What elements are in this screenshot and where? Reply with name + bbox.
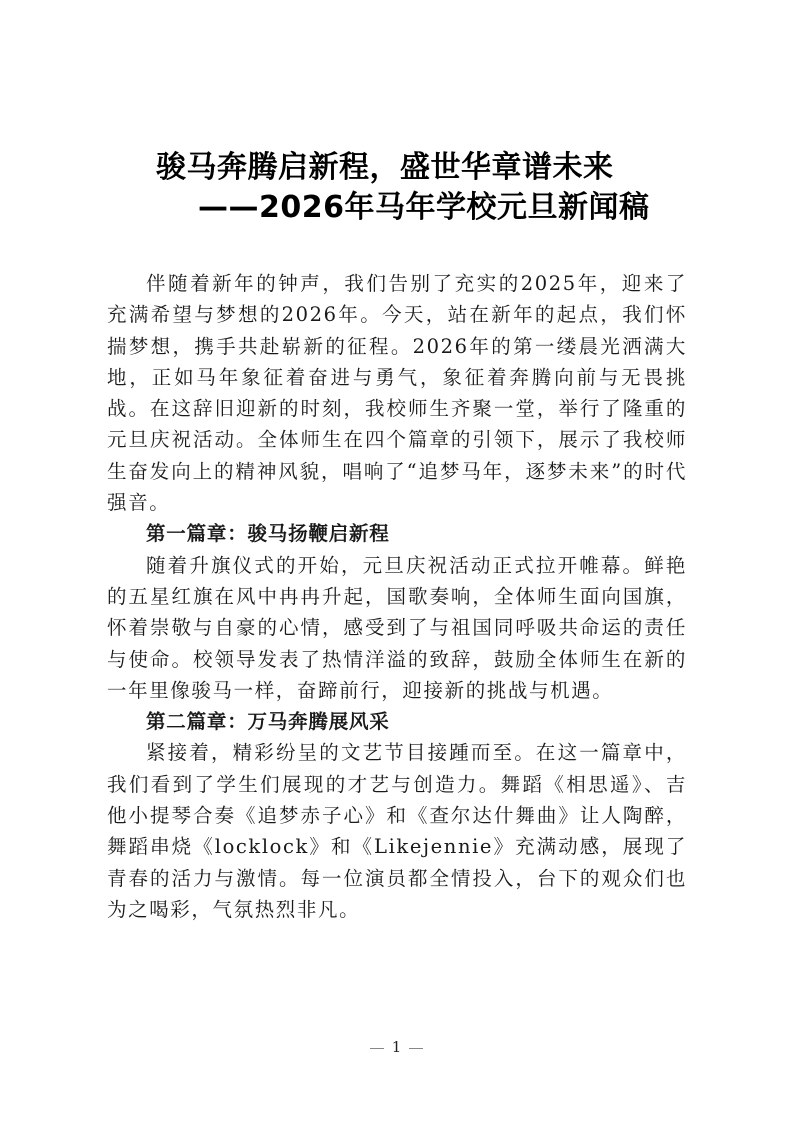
chapter-2-heading: 第二篇章：万马奔腾展风采 <box>146 710 390 734</box>
chapter-2-paragraph: 紧接着，精彩纷呈的文艺节目接踵而至。在这一篇章中，我们看到了学生们展现的才艺与创造力。舞蹈《相思遥》、吉他小提琴合奏《追梦赤子心》和《查尔达什舞曲》让人陶醉，舞蹈串烧《locklock》和《Likejennie》充满动感，展现了青春的活力与激情。每一位演员都全情投入，台下的观众们也为之喝彩，气氛热烈非凡。 <box>107 741 687 921</box>
title-main: 骏马奔腾启新程，盛世华章谱未来 <box>156 150 614 185</box>
document-body <box>107 268 687 925</box>
page-number: 1 <box>391 1038 402 1056</box>
footer-dash-right <box>409 1048 423 1049</box>
chapter-1-paragraph: 随着升旗仪式的开始，元旦庆祝活动正式拉开帷幕。鲜艳的五星红旗在风中冉冉升起，国歌奏响，全体师生面向国旗，怀着崇敬与自豪的心情，感受到了与祖国同呼吸共命运的责任与使命。校领导发表了热情洋溢的致辞，鼓励全体师生在新的一年里像骏马一样，奋蹄前行，迎接新的挑战与机遇。 <box>107 553 687 702</box>
intro-paragraph: 伴随着新年的钟声，我们告别了充实的2025年，迎来了充满希望与梦想的2026年。今天，站在新年的起点，我们怀揣梦想，携手共赴崭新的征程。2026年的第一缕晨光洒满大地，正如马年象征着奋进与勇气，象征着奔腾向前与无畏挑战。在这辞旧迎新的时刻，我校师生齐聚一堂，举行了隆重的元旦庆祝活动。全体师生在四个篇章的引领下，展示了我校师生奋发向上的精神风貌，唱响了“追梦马年，逐梦未来”的时代强音。 <box>107 272 687 515</box>
title-subtitle: ——2026年马年学校元旦新闻稿 <box>198 190 650 225</box>
footer-dash-left <box>370 1048 384 1049</box>
chapter-1-heading: 第一篇章：骏马扬鞭启新程 <box>146 522 390 546</box>
page-footer <box>0 1038 793 1056</box>
